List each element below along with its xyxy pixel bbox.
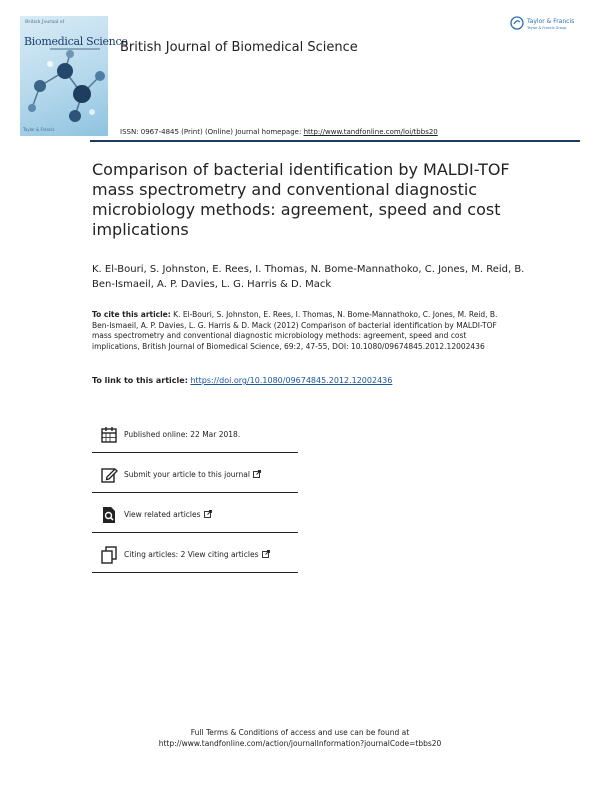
publisher-name: Taylor & Francis <box>527 18 575 25</box>
external-link-icon <box>253 470 261 478</box>
taylor-francis-logo-icon <box>510 16 524 30</box>
submit-article-row[interactable] <box>92 456 298 493</box>
citation-label: To cite this article: <box>92 310 171 319</box>
related-articles-label: View related articles <box>124 510 201 519</box>
citing-articles-label: Citing articles: 2 View citing articles <box>124 550 259 559</box>
edit-icon <box>100 466 118 484</box>
footer <box>0 727 600 749</box>
search-document-icon <box>100 506 118 524</box>
citing-articles-link[interactable] <box>124 550 270 559</box>
cover-kicker: British Journal of <box>25 20 65 25</box>
submit-article-link[interactable] <box>124 470 261 479</box>
citing-articles-row[interactable] <box>92 536 298 573</box>
footer-terms-link[interactable]: http://www.tandfonline.com/action/journalInformation?journalCode=tbbs20 <box>158 739 442 748</box>
cover-title: Biomedical Science <box>24 35 128 48</box>
article-doi-link[interactable]: https://doi.org/10.1080/09674845.2012.12002436 <box>190 376 393 385</box>
published-online-row <box>92 416 298 453</box>
journal-name: British Journal of Biomedical Science <box>120 40 358 55</box>
citation-text: K. El-Bouri, S. Johnston, E. Rees, I. Thomas, N. Bome-Mannathoko, C. Jones, M. Reid, B. Ben-Ismaeil, A. P. Davies, L. G. Harris & D. Mack (2012) Comparison of bacterial identification by MALDI-TOF mass spectrometry and conventional diagnostic microbiology methods: agreement, speed and cost implications, British Journal of Biomedical Science, 69:2, 47-55, DOI: <box>92 310 498 351</box>
header-rule <box>90 140 580 142</box>
citing-articles-icon <box>100 546 118 564</box>
calendar-icon <box>100 426 118 444</box>
article-authors: K. El-Bouri, S. Johnston, E. Rees, I. Thomas, N. Bome-Mannathoko, C. Jones, M. Reid, B. Ben-Ismaeil, A. P. Davies, L. G. Harris & D. Mack <box>92 264 525 290</box>
related-articles-link[interactable] <box>124 510 212 519</box>
journal-cover-image <box>20 16 128 136</box>
article-title: Comparison of bacterial identification by MALDI-TOF mass spectrometry and conventional diagnostic microbiology methods: agreement, speed and cost implications <box>92 160 510 239</box>
issn-text: ISSN: 0967-4845 (Print) (Online) Journal homepage: <box>120 128 304 136</box>
issn-line <box>120 128 438 136</box>
cover-publisher: Taylor & Francis <box>23 127 55 132</box>
article-link-label: To link to this article: <box>92 376 188 385</box>
external-link-icon <box>262 550 270 558</box>
molecule-illustration <box>20 16 108 136</box>
article-link-line <box>92 376 392 385</box>
submit-article-label: Submit your article to this journal <box>124 470 250 479</box>
external-link-icon <box>204 510 212 518</box>
related-articles-row[interactable] <box>92 496 298 533</box>
journal-homepage-link[interactable]: http://www.tandfonline.com/loi/tbbs20 <box>303 128 438 136</box>
footer-line-1: Full Terms & Conditions of access and use can be found at <box>190 728 410 737</box>
citation-doi-link[interactable]: 10.1080/09674845.2012.12002436 <box>350 341 485 351</box>
citation-block <box>92 310 512 352</box>
published-online-text: Published online: 22 Mar 2018. <box>124 430 241 439</box>
publisher-tagline: Taylor & Francis Group <box>527 26 567 30</box>
